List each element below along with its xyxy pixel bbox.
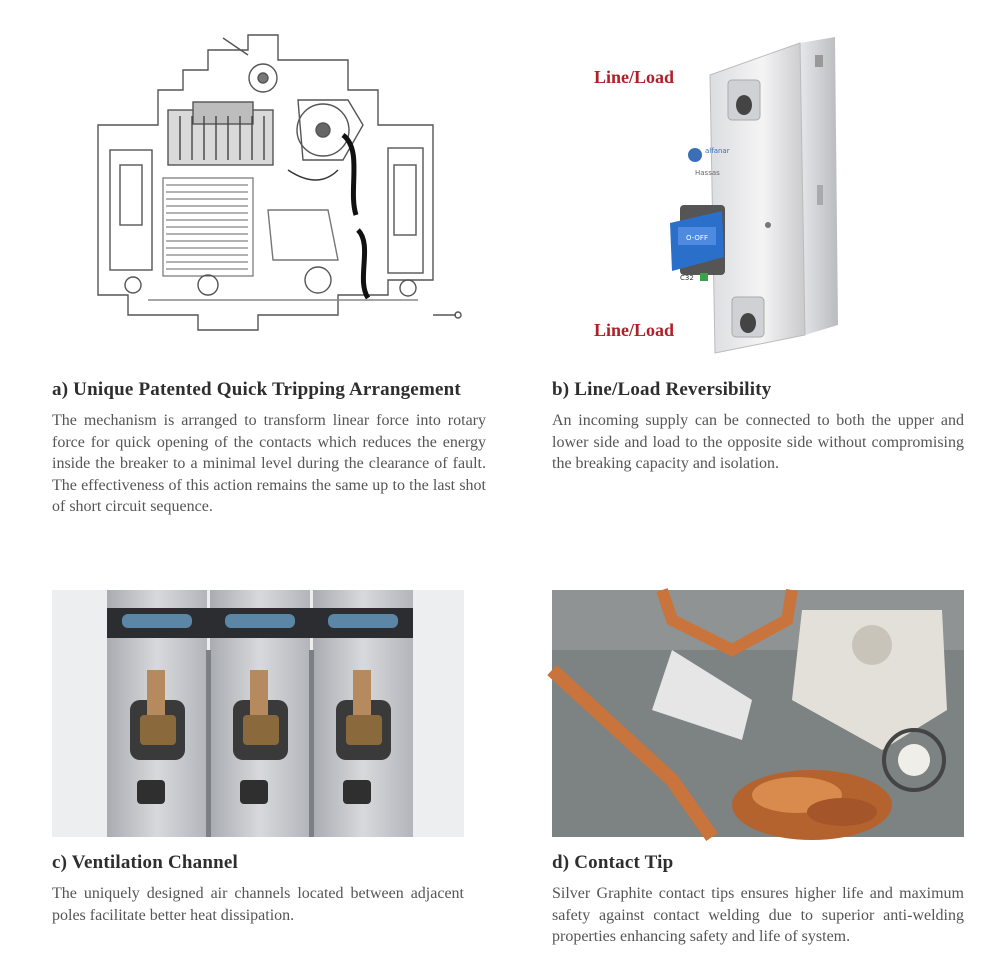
- svg-text:O-OFF: O-OFF: [686, 234, 708, 242]
- svg-text:alfanar: alfanar: [705, 147, 730, 155]
- ventilation-channel-photo: [52, 590, 464, 837]
- svg-text:Hassas: Hassas: [695, 169, 720, 177]
- section-c-heading: c) Ventilation Channel: [52, 852, 238, 873]
- mechanism-drawing: [88, 30, 488, 335]
- section-d-body: Silver Graphite contact tips ensures higher life and maximum safety against contact welding due to superior anti-welding properties enhancing safety and life of system.: [552, 885, 964, 945]
- circuit-breaker-photo: [680, 35, 860, 355]
- section-a-body: The mechanism is arranged to transform linear force into rotary force for quick opening of the contacts which reduces the energy inside the breaker to a minimal level during the clearance of fault. The effectiveness of this action remains the same up to the last shot of short circuit sequence.: [52, 412, 486, 515]
- section-b-body: An incoming supply can be connected to both the upper and lower side and load to the opposite side without compromising the breaking capacity and isolation.: [552, 412, 964, 472]
- section-a-heading: a) Unique Patented Quick Tripping Arrangement: [52, 379, 461, 400]
- section-c-body: The uniquely designed air channels located between adjacent poles facilitate better heat dissipation.: [52, 885, 464, 924]
- line-load-top-label: Line/Load: [594, 67, 675, 87]
- contact-tip-photo: [552, 590, 964, 837]
- line-load-bottom-label: Line/Load: [594, 320, 675, 340]
- section-d-heading: d) Contact Tip: [552, 852, 674, 873]
- section-b-heading: b) Line/Load Reversibility: [552, 379, 772, 400]
- svg-text:C32: C32: [680, 274, 694, 282]
